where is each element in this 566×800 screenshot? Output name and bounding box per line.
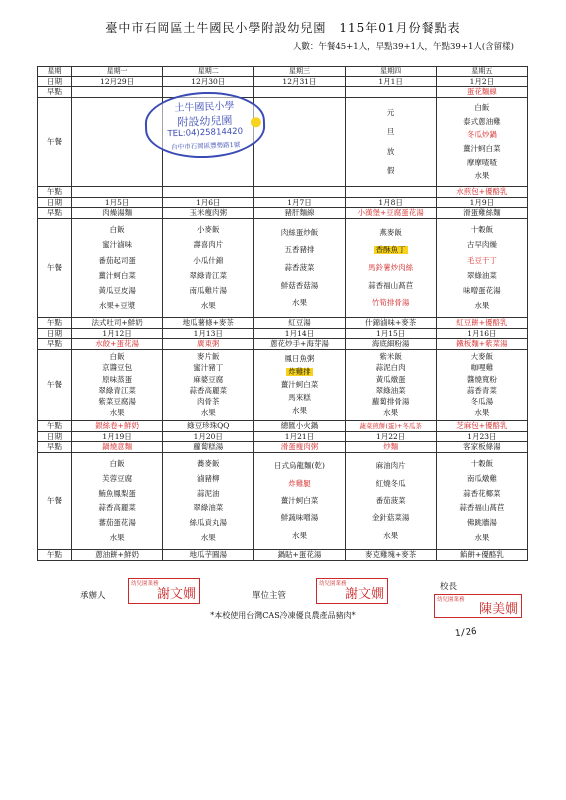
date-cell: 1月21日 xyxy=(254,432,345,442)
lunch-item: 水果 xyxy=(200,533,216,543)
snack-cell xyxy=(345,318,436,329)
date-cell: 12月29日 xyxy=(72,77,163,87)
row-label-lunch: 午餐 xyxy=(38,219,72,318)
breakfast-item: 滑蛋瘦肉粥 xyxy=(280,442,319,452)
date-cell: 1月19日 xyxy=(72,432,163,442)
date-cell: 1月2日 xyxy=(436,77,527,87)
lunch-item: 蕎麥飯 xyxy=(197,458,220,468)
breakfast-item: 玉米瘦肉粥 xyxy=(189,208,228,218)
lunch-item: 蒜香福山萵苣 xyxy=(459,503,505,513)
breakfast-item: 小漢堡+豆腐蛋花湯 xyxy=(357,208,424,218)
breakfast-cell xyxy=(72,87,163,98)
lunch-item: 蒜香福山萵苣 xyxy=(368,280,414,290)
unit-head-label: 單位主管 xyxy=(252,591,287,601)
row-label-lunch: 午餐 xyxy=(38,453,72,550)
row-label-snack: 午點 xyxy=(38,550,72,561)
weekday-header: 星期四 xyxy=(345,67,436,77)
breakfast-item: 海底細粉湯 xyxy=(371,339,410,349)
lunch-cell xyxy=(436,453,527,550)
lunch-cell xyxy=(72,350,163,421)
snack-cell xyxy=(436,318,527,329)
menu-table xyxy=(37,66,528,561)
stamp-kindergarten: 附設幼兒園 xyxy=(177,114,233,129)
row-label-lunch: 午餐 xyxy=(38,350,72,421)
stamp-school-name: 土牛國民小學 xyxy=(174,100,235,115)
snack-cell xyxy=(163,187,254,198)
lunch-item: 肉絲蛋炒飯 xyxy=(280,227,319,237)
lunch-item: 水果 xyxy=(474,171,490,181)
breakfast-cell xyxy=(163,208,254,219)
date-cell: 1月5日 xyxy=(72,198,163,208)
snack-item: 地瓜薯條+麥茶 xyxy=(182,318,234,328)
snack-cell xyxy=(72,421,163,432)
lunch-item: 咖哩雞 xyxy=(470,363,494,373)
lunch-item: 水果+豆漿 xyxy=(98,300,136,310)
snack-item: 蔬菜煎餅(蛋)+冬瓜茶 xyxy=(359,422,422,431)
lunch-cell xyxy=(254,453,345,550)
snack-item: 鍋貼+蛋花湯 xyxy=(277,550,322,560)
breakfast-item: 鐵板麵+紫菜湯 xyxy=(456,339,508,349)
lunch-item: 馬鈴薯炒肉絲 xyxy=(368,263,414,273)
lunch-item: 金針菇菜湯 xyxy=(371,513,410,523)
lunch-item: 麥片飯 xyxy=(197,352,220,362)
lunch-item: 翠綠青江菜 xyxy=(98,385,136,395)
date-cell: 1月15日 xyxy=(345,329,436,339)
breakfast-cell xyxy=(345,87,436,98)
lunch-item: 白飯 xyxy=(109,352,125,362)
lunch-item: 紫菜豆腐湯 xyxy=(98,396,136,406)
lunch-item: 炸雞排 xyxy=(288,367,311,377)
lunch-cell xyxy=(163,453,254,550)
lunch-item: 番茄起司蛋 xyxy=(98,255,136,265)
breakfast-item: 炒麵 xyxy=(383,442,399,452)
date-cell: 1月14日 xyxy=(254,329,345,339)
lunch-cell xyxy=(254,219,345,318)
lunch-item: 翠綠油菜 xyxy=(466,270,497,280)
breakfast-cell xyxy=(72,339,163,350)
lunch-item: 水果 xyxy=(474,407,490,417)
snack-item: 銀絲卷+鮮奶 xyxy=(95,421,139,431)
breakfast-cell xyxy=(163,442,254,453)
row-label-lunch: 午餐 xyxy=(38,98,72,187)
lunch-item: 翠綠青江菜 xyxy=(189,270,228,280)
footnote: *本校使用台灣CAS冷凍優良農產品豬肉* xyxy=(210,611,356,620)
lunch-item: 南瓜燉雞 xyxy=(466,473,497,483)
row-label-snack: 午點 xyxy=(38,421,72,432)
lunch-item: 蜜汁滷味 xyxy=(102,240,133,250)
lunch-item: 水果 xyxy=(291,405,307,415)
lunch-item: 薑汁蚵白菜 xyxy=(463,143,501,153)
snack-item: 蔥油餅+鮮奶 xyxy=(95,550,139,560)
weekday-header: 星期三 xyxy=(254,67,345,77)
lunch-cell xyxy=(345,98,436,187)
lunch-item: 鮪魚鳳梨蛋 xyxy=(98,488,136,498)
lunch-item: 薑汁蚵白菜 xyxy=(98,270,136,280)
row-label-date: 日期 xyxy=(38,329,72,339)
breakfast-cell xyxy=(163,339,254,350)
lunch-item: 肉骨茶 xyxy=(197,396,220,406)
date-cell: 1月6日 xyxy=(163,198,254,208)
snack-item: 什錦滷味+麥茶 xyxy=(365,318,417,328)
breakfast-item: 滑蛋雞絲麵 xyxy=(463,208,501,218)
row-label-snack: 午點 xyxy=(38,187,72,198)
lunch-item: 水果 xyxy=(291,298,307,308)
lunch-cell xyxy=(345,350,436,421)
lunch-cell xyxy=(254,98,345,187)
lunch-item: 炸雞腿 xyxy=(288,478,311,488)
row-label-date: 日期 xyxy=(38,77,72,87)
snack-cell xyxy=(345,550,436,561)
page-title: 臺中市石岡區土牛國民小學附設幼兒園 115年01月份餐點表 xyxy=(105,21,461,35)
lunch-item: 白飯 xyxy=(109,458,125,468)
weekday-header: 星期五 xyxy=(436,67,527,77)
lunch-item: 翠綠油菜 xyxy=(375,385,406,395)
lunch-item: 燕麥飯 xyxy=(379,227,402,237)
snack-cell xyxy=(436,550,527,561)
date-cell: 12月31日 xyxy=(254,77,345,87)
date-cell: 1月9日 xyxy=(436,198,527,208)
lunch-item: 醬燒寬粉 xyxy=(466,374,497,384)
lunch-item: 蒜泥白肉 xyxy=(375,363,406,373)
date-cell: 1月7日 xyxy=(254,198,345,208)
date-cell: 1月13日 xyxy=(163,329,254,339)
lunch-item: 水果 xyxy=(474,300,490,310)
lunch-cell xyxy=(163,219,254,318)
lunch-item: 十穀飯 xyxy=(470,458,494,468)
lunch-item: 佛跳牆湯 xyxy=(466,518,497,528)
lunch-item: 香酥魚丁 xyxy=(375,245,406,255)
row-label-breakfast: 早點 xyxy=(38,208,72,219)
lunch-item: 竹筍排骨湯 xyxy=(371,298,410,308)
lunch-item: 旦 xyxy=(386,127,395,137)
snack-cell xyxy=(254,187,345,198)
breakfast-cell xyxy=(436,339,527,350)
lunch-item: 原味蒸蛋 xyxy=(102,374,133,384)
lunch-cell xyxy=(345,219,436,318)
lunch-item: 古早肉燥 xyxy=(466,240,497,250)
lunch-item: 味噌蛋花湯 xyxy=(463,285,501,295)
snack-cell xyxy=(163,318,254,329)
breakfast-item: 蘿蔔糕湯 xyxy=(193,442,224,452)
lunch-item: 薑汁蚵白菜 xyxy=(280,380,319,390)
lunch-cell xyxy=(163,350,254,421)
lunch-item: 冬瓜湯 xyxy=(470,396,494,406)
lunch-item: 黃瓜燉蛋 xyxy=(375,374,406,384)
snack-item: 水煎包+優酪乳 xyxy=(456,187,508,197)
snack-item: 總匯小火鍋 xyxy=(280,421,319,431)
breakfast-item: 廣東粥 xyxy=(197,339,220,349)
lunch-cell xyxy=(345,453,436,550)
unit-head-stamp: 幼兒園業務 謝文嫺 xyxy=(316,578,388,604)
lunch-item: 泰式蔥油雞 xyxy=(463,116,501,126)
lunch-item: 絲瓜貢丸湯 xyxy=(189,518,228,528)
snack-item: 餡餅+優酪乳 xyxy=(459,550,504,560)
breakfast-item: 客家板條湯 xyxy=(463,442,501,452)
lunch-item: 鳳日魚粥 xyxy=(284,354,315,364)
lunch-item: 紅燒冬瓜 xyxy=(375,478,406,488)
breakfast-item: 豬肝麵線 xyxy=(284,208,315,218)
row-label-date: 日期 xyxy=(38,198,72,208)
stamp-address: 台中市石岡區豐勢路1號 xyxy=(171,140,241,152)
lunch-item: 大麥飯 xyxy=(470,352,494,362)
snack-cell xyxy=(345,187,436,198)
lunch-item: 小瓜什錦 xyxy=(193,255,224,265)
lunch-item: 十穀飯 xyxy=(470,225,494,235)
lunch-item: 蕃茄蛋花湯 xyxy=(98,518,136,528)
lunch-item: 冬瓜炒鍋 xyxy=(466,130,497,140)
row-label-breakfast: 早點 xyxy=(38,339,72,350)
breakfast-cell xyxy=(345,442,436,453)
breakfast-item: 鍋燒意麵 xyxy=(102,442,133,452)
lunch-item: 水果 xyxy=(200,300,216,310)
lunch-item: 蒜香菠菜 xyxy=(284,263,315,273)
lunch-item: 水果 xyxy=(109,407,125,417)
breakfast-cell xyxy=(436,442,527,453)
lunch-item: 麻油肉片 xyxy=(375,461,406,471)
lunch-item: 蒜香青菜 xyxy=(466,385,497,395)
lunch-item: 蒜香高麗菜 xyxy=(98,503,136,513)
snack-item: 紅豆湯 xyxy=(288,318,311,328)
lunch-cell xyxy=(72,453,163,550)
lunch-item: 水果 xyxy=(291,530,307,540)
lunch-item: 水果 xyxy=(109,533,125,543)
lunch-item: 馬來糕 xyxy=(288,393,311,402)
breakfast-item: 蛋花麵線 xyxy=(466,87,497,97)
breakfast-cell xyxy=(72,442,163,453)
breakfast-cell xyxy=(345,339,436,350)
snack-item: 紅豆餅+優酪乳 xyxy=(456,318,508,328)
row-label-snack: 午點 xyxy=(38,318,72,329)
breakfast-item: 肉燥湯麵 xyxy=(102,208,133,218)
snack-item: 麥克雞塊+麥茶 xyxy=(365,550,417,560)
snack-cell xyxy=(72,187,163,198)
lunch-item: 鮮菇香菇湯 xyxy=(280,280,319,290)
headcount-note: 人數：午餐45+1人，早點39+1人，午點39+1人(含留樣) xyxy=(292,42,514,52)
breakfast-cell xyxy=(254,339,345,350)
handwritten-date: 1/26 xyxy=(454,626,478,640)
breakfast-cell xyxy=(345,208,436,219)
snack-cell xyxy=(254,421,345,432)
lunch-item: 假 xyxy=(386,165,395,175)
lunch-item: 放 xyxy=(386,146,395,156)
lunch-item: 紫米飯 xyxy=(379,352,402,362)
lunch-item: 滷豬柳 xyxy=(197,473,220,483)
snack-cell xyxy=(345,421,436,432)
lunch-item: 壽喜肉片 xyxy=(193,240,224,250)
snack-cell xyxy=(436,187,527,198)
lunch-item: 日式烏龍麵(乾) xyxy=(274,461,325,471)
snack-item: 地瓜芋圓湯 xyxy=(189,550,228,560)
principal-label: 校長 xyxy=(440,582,458,592)
breakfast-cell xyxy=(436,208,527,219)
lunch-item: 薑汁蚵白菜 xyxy=(280,496,319,506)
lunch-item: 黃瓜豆皮湯 xyxy=(98,285,136,295)
snack-cell xyxy=(254,318,345,329)
lunch-cell xyxy=(72,219,163,318)
lunch-item: 麻婆豆腐 xyxy=(193,374,224,384)
snack-cell xyxy=(163,550,254,561)
snack-item: 法式吐司+鮮奶 xyxy=(91,318,143,328)
date-cell: 1月1日 xyxy=(345,77,436,87)
lunch-item: 水果 xyxy=(383,407,399,417)
lunch-item: 蒜香高麗菜 xyxy=(189,385,228,395)
lunch-cell xyxy=(436,219,527,318)
lunch-item: 元 xyxy=(386,108,395,118)
lunch-item: 番茄菠菜 xyxy=(375,496,406,506)
lunch-item: 小麥飯 xyxy=(197,225,220,235)
weekday-header: 星期二 xyxy=(163,67,254,77)
breakfast-cell xyxy=(72,208,163,219)
date-cell: 12月30日 xyxy=(163,77,254,87)
lunch-cell xyxy=(254,350,345,421)
date-cell: 1月22日 xyxy=(345,432,436,442)
row-label-breakfast: 早點 xyxy=(38,442,72,453)
snack-cell xyxy=(254,550,345,561)
breakfast-item: 蔥花炒手+海芽湯 xyxy=(270,339,329,349)
lunch-item: 芙蓉豆腐 xyxy=(102,473,133,483)
lunch-item: 鮮蔬味噌湯 xyxy=(280,513,319,523)
lunch-item: 白飯 xyxy=(109,225,125,235)
snack-cell xyxy=(72,550,163,561)
row-label-date: 日期 xyxy=(38,432,72,442)
snack-item: 芝麻包+優酪乳 xyxy=(456,421,508,431)
date-cell: 1月12日 xyxy=(72,329,163,339)
snack-item: 綠豆珍珠QQ xyxy=(187,421,230,431)
weekday-header: 星期一 xyxy=(72,67,163,77)
breakfast-item: 水餃+蛋花湯 xyxy=(95,339,139,349)
lunch-item: 蒜泥油 xyxy=(197,488,220,498)
lunch-item: 蘿蔔排骨湯 xyxy=(371,396,410,406)
lunch-item: 京醬豆包 xyxy=(102,363,133,373)
lunch-item: 毛豆干丁 xyxy=(466,255,497,265)
date-cell: 1月20日 xyxy=(163,432,254,442)
principal-stamp: 幼兒園業務 陳美嫺 xyxy=(434,594,522,618)
lunch-item: 水果 xyxy=(200,407,216,417)
handler-label: 承辦人 xyxy=(80,591,106,601)
lunch-cell xyxy=(436,98,527,187)
weekday-header: 星期 xyxy=(38,67,72,77)
lunch-item: 翠綠油菜 xyxy=(193,503,224,513)
lunch-item: 蜜汁豬丁 xyxy=(193,363,224,373)
row-label-breakfast: 早點 xyxy=(38,87,72,98)
lunch-cell xyxy=(436,350,527,421)
handler-stamp: 幼兒園業務 謝文嫺 xyxy=(128,578,200,604)
stamp-phone: TEL:04)25814420 xyxy=(167,126,244,140)
breakfast-cell xyxy=(436,87,527,98)
lunch-item: 水果 xyxy=(474,533,490,543)
breakfast-cell xyxy=(254,442,345,453)
snack-cell xyxy=(163,421,254,432)
snack-cell xyxy=(72,318,163,329)
date-cell: 1月8日 xyxy=(345,198,436,208)
date-cell: 1月23日 xyxy=(436,432,527,442)
lunch-item: 摩摩喳喳 xyxy=(466,157,497,167)
lunch-item: 蒜香花椰菜 xyxy=(463,488,501,498)
lunch-item: 白飯 xyxy=(474,102,490,112)
date-cell: 1月16日 xyxy=(436,329,527,339)
snack-cell xyxy=(436,421,527,432)
lunch-item: 五香豬排 xyxy=(284,245,315,255)
lunch-item: 南瓜雞片湯 xyxy=(189,285,228,295)
lunch-item: 水果 xyxy=(383,530,399,540)
breakfast-cell xyxy=(254,87,345,98)
breakfast-cell xyxy=(254,208,345,219)
